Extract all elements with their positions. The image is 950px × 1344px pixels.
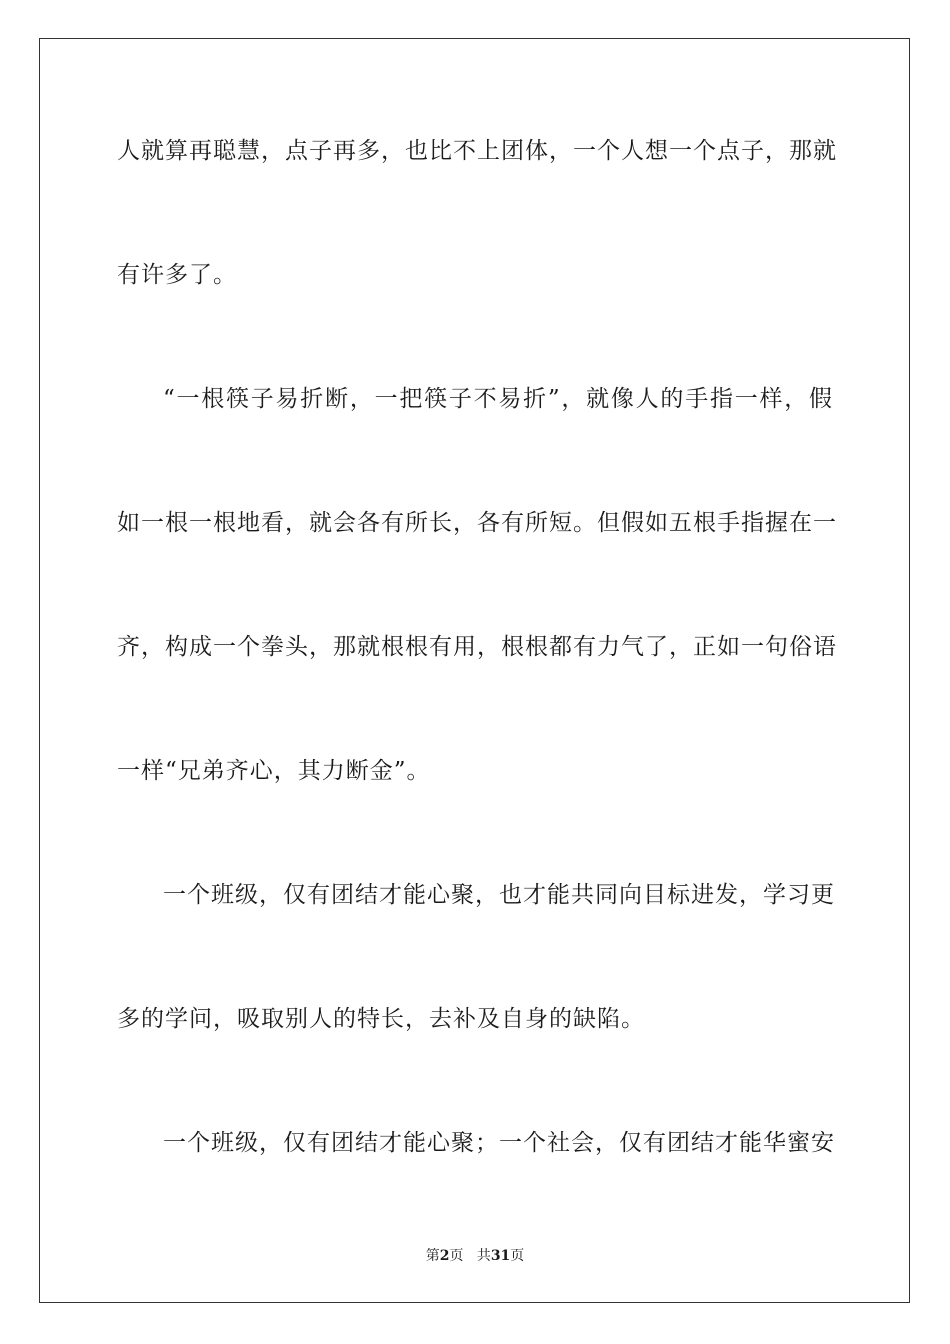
text-line-6: 一样“兄弟齐心，其力断金”。 bbox=[117, 758, 431, 784]
footer-total-pages: 31 bbox=[490, 1248, 511, 1264]
page-footer bbox=[0, 1246, 950, 1266]
text-line-1: 人就算再聪慧，点子再多，也比不上团体，一个人想一个点子，那就 bbox=[117, 138, 837, 164]
text-line-5: 齐，构成一个拳头，那就根根有用，根根都有力气了，正如一句俗语 bbox=[117, 634, 837, 660]
text-line-3: “一根筷子易折断，一把筷子不易折”，就像人的手指一样，假 bbox=[163, 386, 833, 412]
footer-total-prefix: 共 bbox=[476, 1248, 491, 1264]
footer-total-suffix: 页 bbox=[510, 1248, 525, 1264]
text-line-9: 一个班级，仅有团结才能心聚；一个社会，仅有团结才能华蜜安 bbox=[163, 1130, 835, 1156]
text-line-7: 一个班级，仅有团结才能心聚，也才能共同向目标进发，学习更 bbox=[163, 882, 835, 908]
text-line-4: 如一根一根地看，就会各有所长，各有所短。但假如五根手指握在一 bbox=[117, 510, 837, 536]
footer-page-suffix: 页 bbox=[449, 1248, 464, 1264]
page-border bbox=[39, 38, 910, 1303]
footer-page-number: 2 bbox=[439, 1248, 450, 1264]
footer-page-prefix: 第 bbox=[425, 1248, 440, 1264]
text-line-8: 多的学问，吸取别人的特长，去补及自身的缺陷。 bbox=[117, 1006, 645, 1032]
text-line-2: 有许多了。 bbox=[117, 262, 237, 288]
